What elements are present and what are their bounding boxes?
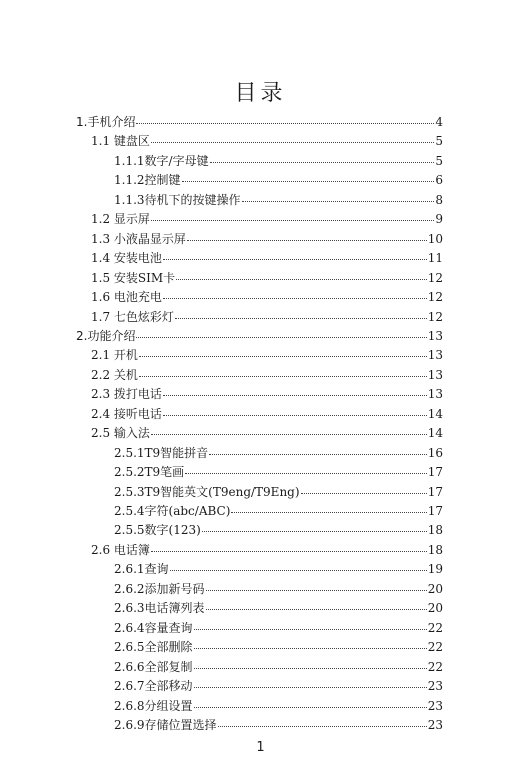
toc-leader-dots <box>218 716 427 727</box>
toc-entry[interactable] <box>114 152 443 171</box>
toc-leader-dots <box>194 677 427 688</box>
toc-entry[interactable] <box>114 521 443 540</box>
toc-entry[interactable] <box>114 444 443 463</box>
toc-entry-page: 5 <box>435 153 443 168</box>
toc-entry[interactable] <box>114 580 443 599</box>
toc-leader-dots <box>136 327 426 338</box>
toc-leader-dots <box>136 113 434 124</box>
toc-entry-label: 2.1 开机 <box>91 348 138 363</box>
toc-entry-label: 2.5.2T9笔画 <box>114 465 185 480</box>
toc-entry-page: 12 <box>427 309 443 324</box>
toc-entry-page: 22 <box>427 640 443 655</box>
toc-entry[interactable] <box>114 638 443 657</box>
toc-entry[interactable] <box>114 463 443 482</box>
toc-entry-label: 2.6.1查询 <box>114 562 169 577</box>
toc-entry[interactable] <box>114 716 443 735</box>
toc-entry-page: 23 <box>427 717 443 732</box>
toc-entry-page: 16 <box>427 445 443 460</box>
toc-entry-page: 18 <box>427 523 443 538</box>
toc-entry[interactable] <box>91 424 443 443</box>
toc-entry-page: 23 <box>427 698 443 713</box>
toc-entry-label: 2.6 电话簿 <box>91 542 150 557</box>
toc-leader-dots <box>210 152 435 163</box>
toc-entry[interactable] <box>91 210 443 229</box>
toc-entry-label: 2.5.3T9智能英文(T9eng/T9Eng) <box>114 484 300 499</box>
toc-entry-page: 11 <box>427 251 443 266</box>
toc-leader-dots <box>194 638 427 649</box>
toc-entry-label: 1.1.3待机下的按键操作 <box>114 192 241 207</box>
toc-entry-label: 1.1.2控制键 <box>114 173 181 188</box>
toc-leader-dots <box>163 288 427 299</box>
toc-entry[interactable] <box>114 560 443 579</box>
toc-leader-dots <box>209 444 427 455</box>
toc-leader-dots <box>176 269 427 280</box>
toc-entry-label: 1.手机介绍 <box>76 115 136 129</box>
toc-entry-label: 1.7 七色炫彩灯 <box>91 309 174 324</box>
toc-entry-label: 2.6.9存储位置选择 <box>114 717 217 732</box>
toc-entry-label: 2.6.5全部删除 <box>114 640 193 655</box>
toc-leader-dots <box>187 230 427 241</box>
toc-entry-page: 22 <box>427 659 443 674</box>
toc-entry[interactable] <box>114 697 443 716</box>
toc-entry-label: 1.4 安装电池 <box>91 251 162 266</box>
toc-leader-dots <box>163 385 427 396</box>
toc-entry-label: 2.2 关机 <box>91 367 138 382</box>
toc-entry-page: 17 <box>427 484 443 499</box>
toc-entry-page: 12 <box>427 290 443 305</box>
toc-entry-page: 18 <box>427 542 443 557</box>
toc-entry-page: 8 <box>435 192 443 207</box>
toc-leader-dots <box>151 541 427 552</box>
toc-leader-dots <box>163 405 427 416</box>
toc-entry-label: 2.3 拨打电话 <box>91 387 162 402</box>
toc-entry-page: 10 <box>427 231 443 246</box>
toc-entry-label: 2.6.2添加新号码 <box>114 581 205 596</box>
toc-entry-label: 2.5 输入法 <box>91 426 150 441</box>
toc-entry-label: 1.5 安装SIM卡 <box>91 270 176 285</box>
toc-entry-page: 9 <box>435 212 443 227</box>
toc-entry-label: 2.功能介绍 <box>76 328 136 343</box>
toc-entry[interactable] <box>91 346 443 365</box>
toc-entry-page: 17 <box>427 465 443 480</box>
toc-entry[interactable] <box>114 502 443 521</box>
toc-leader-dots <box>202 521 427 532</box>
toc-leader-dots <box>185 463 427 474</box>
toc-entry[interactable] <box>91 269 443 288</box>
toc-leader-dots <box>170 560 427 571</box>
toc-leader-dots <box>206 580 427 591</box>
toc-entry[interactable] <box>91 132 443 151</box>
toc-leader-dots <box>139 366 427 377</box>
toc-entry-label: 2.5.4字符(abc/ABC) <box>114 504 231 518</box>
toc-entry-page: 6 <box>435 173 443 188</box>
toc-entry[interactable] <box>114 619 443 638</box>
toc-entry-page: 13 <box>427 328 443 343</box>
toc-entry-page: 23 <box>427 679 443 694</box>
toc-entry[interactable] <box>91 288 443 307</box>
toc-entry-page: 14 <box>427 406 443 421</box>
toc-leader-dots <box>194 697 427 708</box>
toc-entry-label: 2.6.6全部复制 <box>114 659 193 674</box>
toc-entry-page: 13 <box>427 367 443 382</box>
toc-entry[interactable] <box>76 327 443 346</box>
toc-entry-page: 19 <box>427 562 443 577</box>
toc-entry[interactable] <box>114 191 443 210</box>
toc-leader-dots <box>163 249 427 260</box>
toc-entry-label: 1.6 电池充电 <box>91 290 162 305</box>
toc-entry[interactable] <box>114 677 443 696</box>
toc-entry-label: 2.5.5数字(123) <box>114 523 201 538</box>
toc-leader-dots <box>151 210 434 221</box>
toc-entry-label: 1.2 显示屏 <box>91 212 150 227</box>
toc-entry[interactable] <box>114 171 443 190</box>
toc-entry-label: 2.6.7全部移动 <box>114 679 193 694</box>
toc-entry-label: 2.4 接听电话 <box>91 406 162 421</box>
toc-entry[interactable] <box>91 405 443 424</box>
toc-entry-page: 14 <box>427 426 443 441</box>
toc-entry[interactable] <box>91 308 443 327</box>
toc-entry-label: 2.6.3电话簿列表 <box>114 601 205 616</box>
page-number: 1 <box>256 740 265 755</box>
toc-entry-page: 20 <box>427 581 443 596</box>
toc-entry[interactable] <box>76 113 443 132</box>
toc-entry-page: 17 <box>427 504 443 518</box>
toc-entry[interactable] <box>91 249 443 268</box>
toc-entry-label: 1.1.1数字/字母键 <box>114 153 209 168</box>
toc-leader-dots <box>139 346 427 357</box>
toc-entry-page: 12 <box>427 270 443 285</box>
toc-entry-page: 5 <box>435 134 443 149</box>
toc-entry-label: 1.3 小液晶显示屏 <box>91 231 186 246</box>
toc-leader-dots <box>175 308 427 319</box>
toc-entry-label: 1.1 键盘区 <box>91 134 150 149</box>
toc-leader-dots <box>194 619 427 630</box>
toc-entry-label: 2.5.1T9智能拼音 <box>114 445 209 460</box>
toc-entry[interactable] <box>114 483 443 502</box>
toc-entry-page: 4 <box>435 115 443 129</box>
toc-entry-label: 2.6.8分组设置 <box>114 698 193 713</box>
toc-entry-label: 2.6.4容量查询 <box>114 620 193 635</box>
toc-entry[interactable] <box>91 230 443 249</box>
toc-entry-page: 13 <box>427 387 443 402</box>
toc-leader-dots <box>231 502 426 513</box>
toc-entry[interactable] <box>114 599 443 618</box>
toc-leader-dots <box>182 171 435 182</box>
toc-leader-dots <box>194 658 427 669</box>
toc-entry-page: 22 <box>427 620 443 635</box>
toc-entry[interactable] <box>91 385 443 404</box>
toc-leader-dots <box>301 483 427 494</box>
page-title: 目录 <box>234 81 287 106</box>
toc-leader-dots <box>151 132 434 143</box>
toc-entry-page: 13 <box>427 348 443 363</box>
toc-entry[interactable] <box>91 541 443 560</box>
toc-entry[interactable] <box>91 366 443 385</box>
toc-leader-dots <box>242 191 435 202</box>
toc-entry[interactable] <box>114 658 443 677</box>
toc-entry-page: 20 <box>427 601 443 616</box>
toc-leader-dots <box>151 424 427 435</box>
toc-leader-dots <box>206 599 427 610</box>
